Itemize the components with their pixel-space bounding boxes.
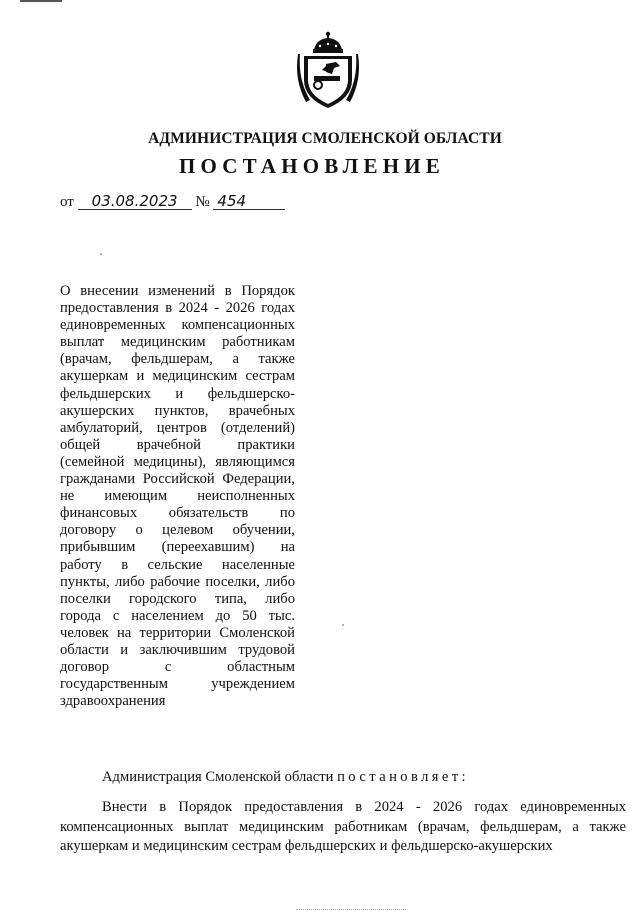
preamble <box>102 769 469 786</box>
document-subject: О внесении изменений в Порядок предоставления в 2024 - 2026 годах единовременных компенсационных выплат медицинским работникам (врачам, фельдшерам, а также акушеркам и медицинским сестрам фельдшерских и фельдшерско-акушерских пунктов, врачебных амбулаторий, центров (отделений) общей врачебной практики (семейной медицины), являющимся гражданами Российской Федерации, не имеющим неисполненных финансовых обязательств по договору о целевом обучении, прибывшим (переехавшим) на работу в сельские населенные пункты, либо рабочие поселки, либо поселки городского типа, либо города с населением до 50 тыс. человек на территории Смоленской области и заключившим трудовой договор с областным государственным учреждением здравоохранения <box>60 283 295 710</box>
preamble-action: постановляет: <box>337 769 469 785</box>
preamble-text: Администрация Смоленской области <box>102 769 334 785</box>
body-paragraph: Внести в Порядок предоставления в 2024 - 2026 годах единовременных компенсационных выплат медицинским работникам (врачам, фельдшерам, а также акушеркам и медицинским сестрам фельдшерских и фельдшерско-акушерских <box>60 799 626 854</box>
coat-of-arms-icon <box>296 30 360 112</box>
scan-artifact <box>296 909 406 912</box>
scan-artifact <box>20 0 62 2</box>
scan-speck <box>100 253 102 255</box>
document-number: 454 <box>213 193 285 210</box>
document-date: 03.08.2023 <box>78 193 192 210</box>
date-number-line <box>60 193 285 211</box>
date-prefix: от <box>60 194 74 210</box>
organization-title: АДМИНИСТРАЦИЯ СМОЛЕНСКОЙ ОБЛАСТИ <box>148 130 502 147</box>
number-sign: № <box>195 194 210 210</box>
document-type-heading: ПОСТАНОВЛЕНИЕ <box>178 154 446 178</box>
scan-speck <box>342 624 344 626</box>
